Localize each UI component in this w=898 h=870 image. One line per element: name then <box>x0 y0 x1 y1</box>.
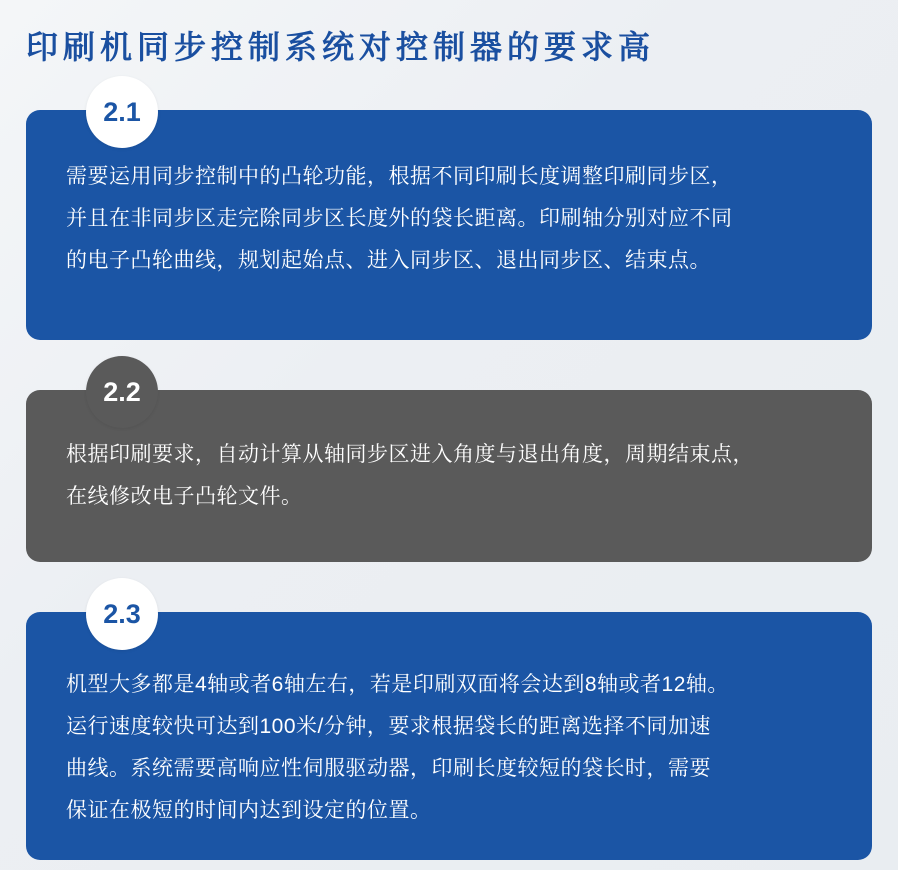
card-2-line-1: 根据印刷要求，自动计算从轴同步区进入角度与退出角度，周期结束点， <box>66 443 754 466</box>
card-3-line-3: 曲线。系统需要高响应性伺服驱动器，印刷长度较短的袋长时，需要 <box>66 757 711 780</box>
card-number-badge-2: 2.2 <box>86 356 158 428</box>
content-card-1 <box>26 96 872 340</box>
card-2-line-2: 在线修改电子凸轮文件。 <box>66 485 303 508</box>
content-card-2 <box>26 376 872 562</box>
card-1-line-1: 需要运用同步控制中的凸轮功能，根据不同印刷长度调整印刷同步区， <box>66 165 733 188</box>
card-number-badge-3: 2.3 <box>86 578 158 650</box>
card-body-2 <box>26 390 872 548</box>
card-3-line-4: 保证在极短的时间内达到设定的位置。 <box>66 799 432 822</box>
card-1-line-3: 的电子凸轮曲线，规划起始点、进入同步区、退出同步区、结束点。 <box>66 249 711 272</box>
page-title: 印刷机同步控制系统对控制器的要求高 <box>26 29 656 65</box>
card-body-3 <box>26 612 872 862</box>
card-3-line-1: 机型大多都是4轴或者6轴左右，若是印刷双面将会达到8轴或者12轴。 <box>66 673 729 696</box>
card-number-badge-1: 2.1 <box>86 76 158 148</box>
card-1-line-2: 并且在非同步区走完除同步区长度外的袋长距离。印刷轴分别对应不同 <box>66 207 733 230</box>
content-card-3 <box>26 598 872 860</box>
card-3-line-2: 运行速度较快可达到100米/分钟，要求根据袋长的距离选择不同加速 <box>66 715 711 738</box>
card-body-1 <box>26 110 872 312</box>
